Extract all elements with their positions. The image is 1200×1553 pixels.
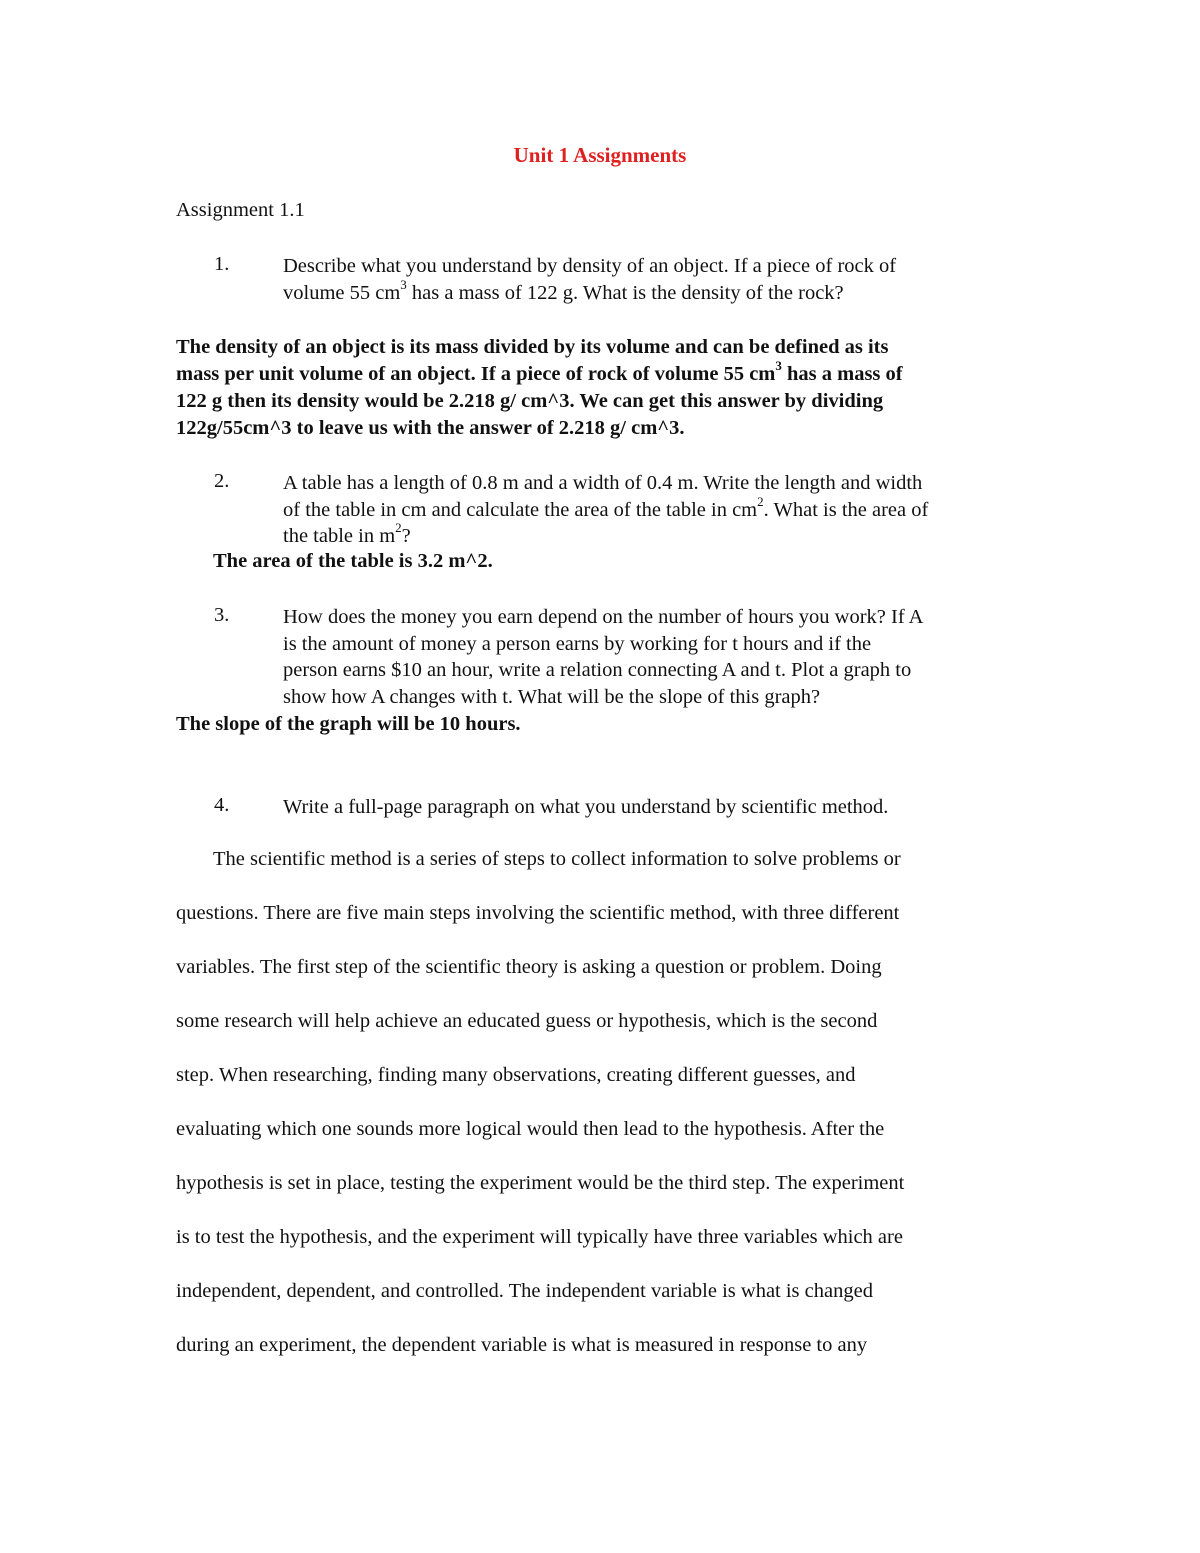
essay-line: during an experiment, the dependent variable is what is measured in response to any [176, 1334, 868, 1356]
essay-line: some research will help achieve an educated guess or hypothesis, which is the second [176, 1010, 878, 1032]
answer-1 [176, 334, 903, 442]
page-title: Unit 1 Assignments [513, 143, 687, 167]
question-2-number: 2. [214, 470, 230, 492]
question-4-number: 4. [214, 794, 230, 816]
essay-paragraph [176, 832, 904, 1372]
question-2-line: the table in $m^2$? [283, 520, 411, 547]
essay-line: The scientific method is a series of steps to collect information to solve problems or [213, 848, 901, 870]
question-1-text [283, 253, 896, 306]
question-3-line: show how A changes with t. What will be the slope of this graph? [283, 685, 821, 708]
question-1-line: Describe what you understand by density of an object. If a piece of rock of [283, 255, 897, 277]
essay-line: hypothesis is set in place, testing the experiment would be the third step. The experiment [176, 1172, 905, 1194]
answer-1-line: 122 g then its density would be 2.218 g/ cm^3. We can get this answer by dividing [176, 390, 884, 412]
question-1-line: volume 55 $cm^3$ has a mass of 122 g. What is the density of the rock? [283, 276, 844, 304]
essay-line: evaluating which one sounds more logical would then lead to the hypothesis. After the [176, 1118, 885, 1140]
essay-line: is to test the hypothesis, and the experiment will typically have three variables which are [176, 1226, 903, 1248]
question-3-line: How does the money you earn depend on the number of hours you work? If A [283, 606, 924, 628]
question-3-number: 3. [214, 604, 230, 626]
question-2-line: A table has a length of 0.8 m and a width of 0.4 m. Write the length and width [283, 472, 923, 494]
question-3-text [283, 604, 923, 710]
question-3-line: person earns $10 an hour, write a relation connecting A and t. Plot a graph to [283, 659, 912, 681]
question-2-text [283, 470, 928, 550]
question-1-number: 1. [214, 253, 230, 275]
essay-line: variables. The first step of the scientific theory is asking a question or problem. Doing [176, 956, 882, 978]
essay-line: questions. There are five main steps involving the scientific method, with three different [176, 902, 900, 924]
answer-3: The slope of the graph will be 10 hours. [176, 713, 521, 735]
answer-1-line: mass per unit volume of an object. If a piece of rock of volume 55 $cm^3$ has a mass of [176, 358, 903, 385]
question-3-line: is the amount of money a person earns by working for t hours and if the [283, 632, 872, 655]
question-4-text: Write a full-page paragraph on what you understand by scientific method. [283, 796, 889, 818]
question-2-line: of the table in cm and calculate the area of the table in $cm^2$. What is the area of [283, 493, 929, 521]
answer-1-line: The density of an object is its mass divided by its volume and can be defined as its [176, 336, 889, 358]
essay-line: independent, dependent, and controlled. The independent variable is what is changed [176, 1280, 873, 1302]
answer-2: The area of the table is 3.2 m^2. [213, 550, 493, 572]
assignment-heading: Assignment 1.1 [176, 199, 305, 221]
essay-line: step. When researching, finding many observations, creating different guesses, and [176, 1064, 856, 1086]
answer-1-line: 122g/55cm^3 to leave us with the answer of 2.218 g/ cm^3. [176, 417, 685, 439]
